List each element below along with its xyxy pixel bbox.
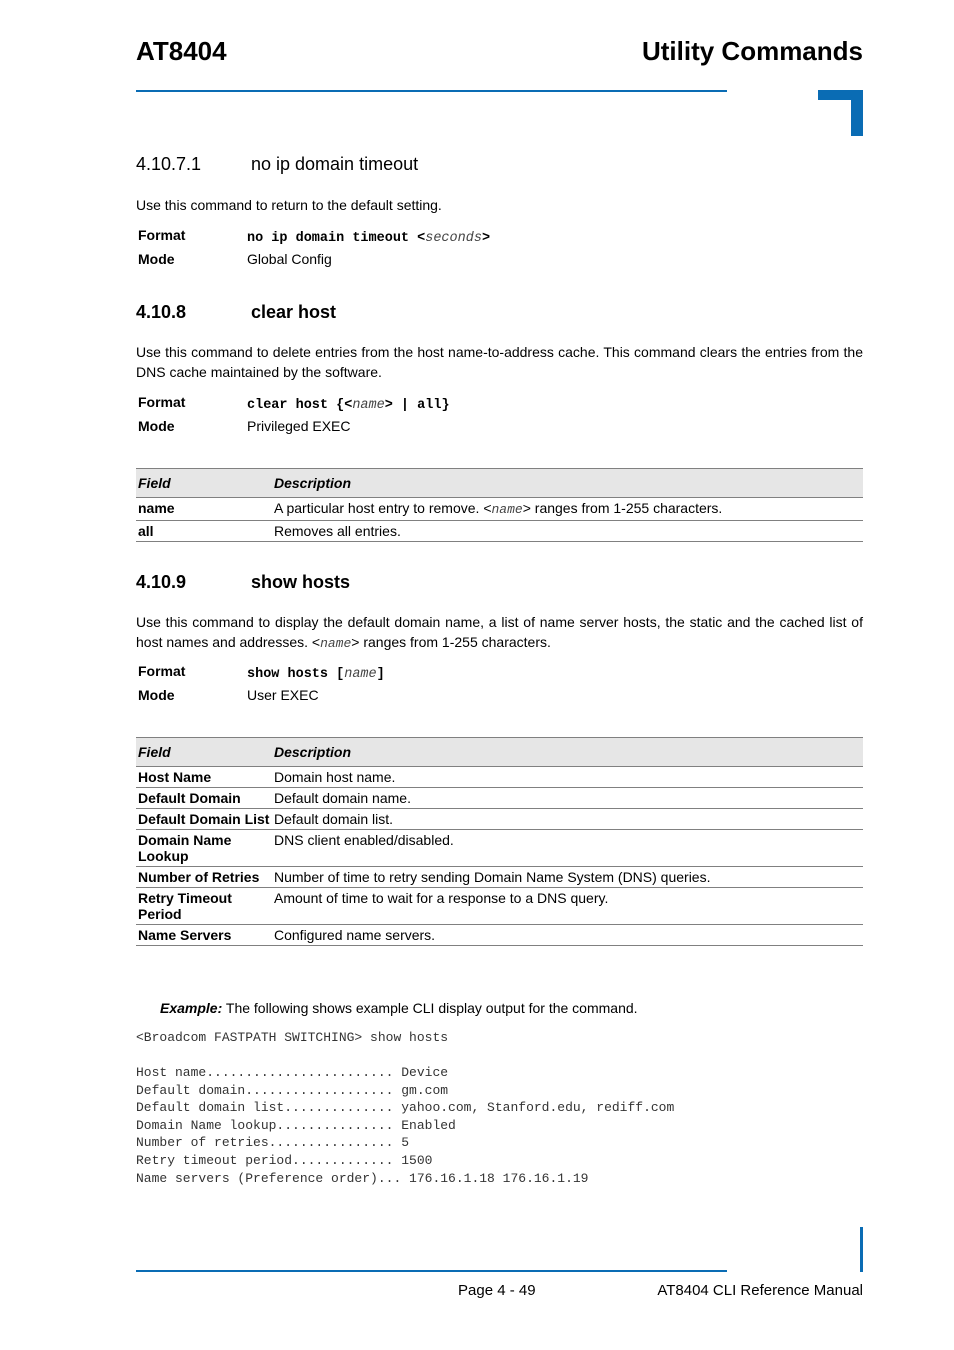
- example-label: Example:: [160, 1000, 223, 1016]
- table-header-row: [136, 738, 863, 767]
- section-number: 4.10.9: [136, 572, 187, 592]
- table-row: [136, 830, 863, 867]
- cli-prompt: <Broadcom FASTPATH SWITCHING> show hosts: [136, 1030, 449, 1045]
- table-row: [136, 809, 863, 830]
- cli-line: Name servers (Preference order)... 176.16.1.18 176.16.1.19: [136, 1170, 589, 1186]
- example-text: The following shows example CLI display output for the command.: [222, 1000, 638, 1016]
- format-label: Format: [138, 227, 186, 243]
- format-command: clear host {<name> | all}: [247, 398, 450, 413]
- table-row: [136, 498, 863, 521]
- page-number: Page 4 - 49: [458, 1282, 536, 1299]
- section-description: Use this command to delete entries from the host name-to-address cache. This command clears the entries from the DNS cache maintained by the software.: [136, 344, 863, 380]
- field-table-clear-host: [136, 468, 863, 542]
- footer-corner-mark: [860, 1227, 863, 1272]
- description-cell: A particular host entry to remove. <name> ranges from 1-255 characters.: [272, 498, 863, 521]
- column-header-description: Description: [272, 738, 863, 767]
- header-product: AT8404: [136, 36, 227, 66]
- section-title: show hosts: [251, 572, 351, 592]
- section-description: Use this command to return to the default setting.: [136, 197, 442, 213]
- section-title: clear host: [251, 302, 337, 322]
- description-cell: Default domain list.: [272, 809, 863, 830]
- header-corner-mark-vertical: [851, 90, 863, 136]
- table-row: [136, 888, 863, 925]
- cli-line: Domain Name lookup............... Enabled: [136, 1117, 456, 1133]
- header-chapter: Utility Commands: [641, 36, 863, 66]
- section-description: Use this command to display the default domain name, a list of name server hosts, the static and the cached list of host names and addresses. <name> ranges from 1-255 characters.: [136, 614, 863, 651]
- field-table-show-hosts: [136, 737, 863, 946]
- column-header-field: Field: [136, 738, 272, 767]
- field-cell: Retry Timeout Period: [136, 888, 272, 925]
- footer-rule: [136, 1270, 727, 1272]
- description-cell: DNS client enabled/disabled.: [272, 830, 863, 867]
- mode-value: Privileged EXEC: [247, 418, 351, 434]
- section-number: 4.10.8: [136, 302, 187, 322]
- field-cell: Name Servers: [136, 925, 272, 946]
- cli-line: Retry timeout period............. 1500: [136, 1152, 433, 1168]
- description-cell: Removes all entries.: [272, 521, 863, 542]
- format-label: Format: [138, 394, 186, 410]
- mode-label: Mode: [138, 687, 175, 703]
- table-row: [136, 788, 863, 809]
- cli-line: Default domain................... gm.com: [136, 1082, 449, 1098]
- description-cell: Amount of time to wait for a response to a DNS query.: [272, 888, 863, 925]
- format-label: Format: [138, 663, 186, 679]
- cli-line: Host name........................ Device: [136, 1065, 449, 1080]
- table-row: [136, 925, 863, 946]
- section-number: 4.10.7.1: [136, 154, 202, 174]
- section-heading-4-10-9: [0, 572, 954, 596]
- section-title: no ip domain timeout: [251, 154, 419, 174]
- table-header-row: [136, 469, 863, 498]
- field-cell: Default Domain List: [136, 809, 272, 830]
- field-cell: Domain Name Lookup: [136, 830, 272, 867]
- table-row: [136, 521, 863, 542]
- mode-label: Mode: [138, 251, 175, 267]
- table-row: [136, 867, 863, 888]
- cli-line: Default domain list.............. yahoo.com, Stanford.edu, rediff.com: [136, 1100, 675, 1116]
- mode-label: Mode: [138, 418, 175, 434]
- cli-output: [136, 1064, 674, 1187]
- table-row: [136, 767, 863, 788]
- field-cell: Number of Retries: [136, 867, 272, 888]
- mode-value: User EXEC: [247, 687, 319, 703]
- description-cell: Configured name servers.: [272, 925, 863, 946]
- field-cell: name: [136, 498, 272, 521]
- format-command: no ip domain timeout <seconds>: [247, 231, 491, 246]
- description-cell: Number of time to retry sending Domain Name System (DNS) queries.: [272, 867, 863, 888]
- mode-value: Global Config: [247, 251, 332, 267]
- field-cell: all: [136, 521, 272, 542]
- field-cell: Host Name: [136, 767, 272, 788]
- example-note: [160, 1000, 638, 1016]
- column-header-field: Field: [136, 469, 272, 498]
- header-rule: [136, 90, 727, 92]
- manual-title: AT8404 CLI Reference Manual: [657, 1282, 863, 1299]
- section-heading-4-10-8: [0, 302, 954, 326]
- column-header-description: Description: [272, 469, 863, 498]
- description-cell: Default domain name.: [272, 788, 863, 809]
- description-cell: Domain host name.: [272, 767, 863, 788]
- field-cell: Default Domain: [136, 788, 272, 809]
- cli-line: Number of retries................ 5: [136, 1135, 410, 1151]
- format-command: show hosts [name]: [247, 667, 385, 682]
- section-heading-4-10-7-1: [0, 154, 954, 178]
